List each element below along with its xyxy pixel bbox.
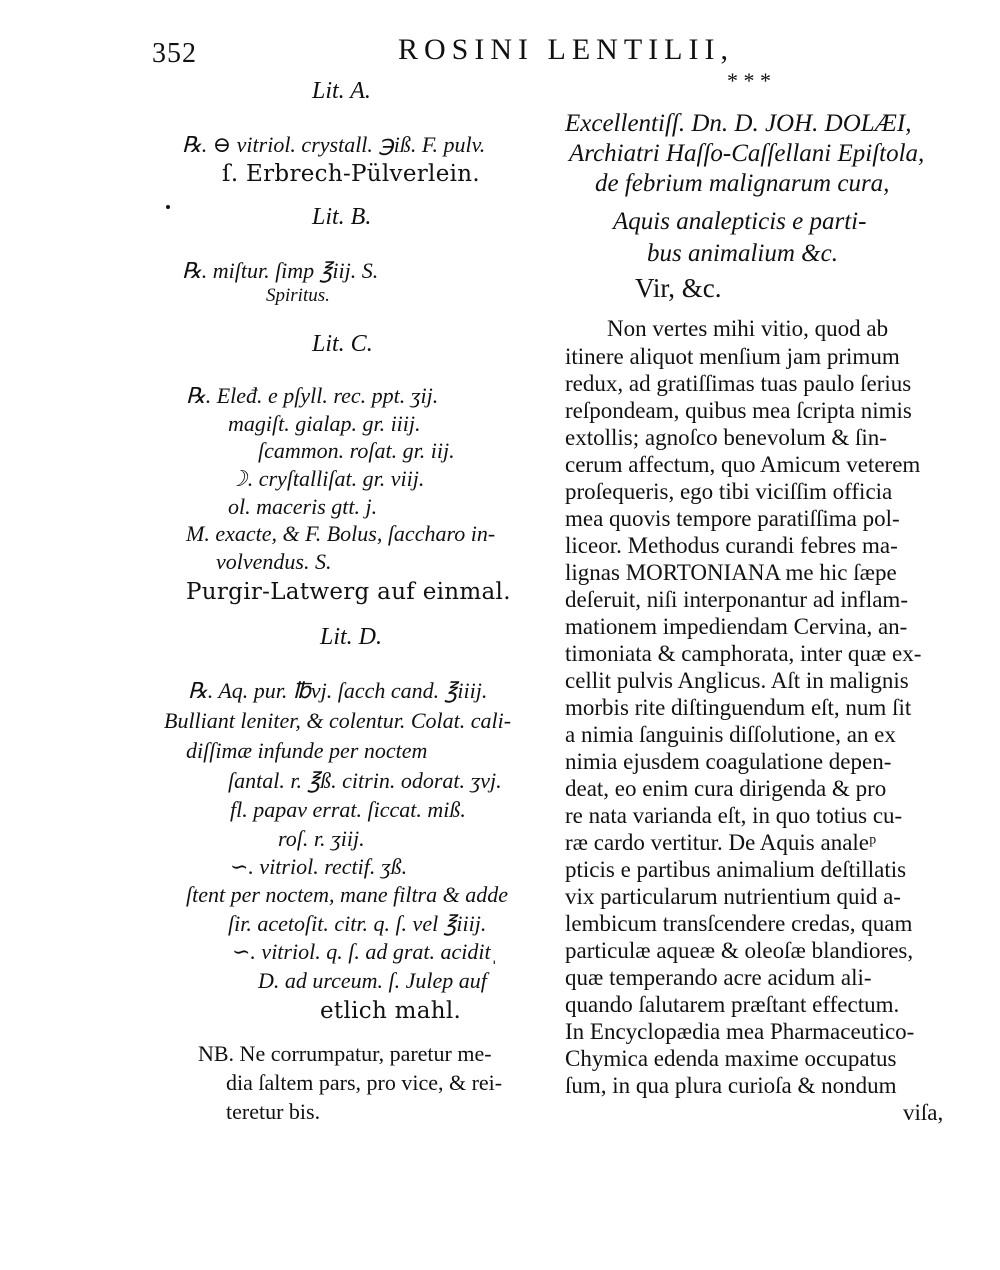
nota-bene-line: dia ſaltem pars, pro vice, & rei- <box>226 1070 503 1095</box>
letter-heading-line: Archiatri Haſſo-Caſſellani Epiſtola, <box>569 140 925 167</box>
letter-body-line: mationem impediendam Cervina, an- <box>565 614 908 639</box>
recipe-d-line: etlich mahl. <box>320 998 462 1024</box>
section-heading-c: Lit. C. <box>312 331 373 357</box>
letter-body-line: lembicum transſcendere credas, quam <box>565 911 913 936</box>
letter-heading-line: de febrium malignarum cura, <box>595 170 890 197</box>
recipe-d-line: ∽. vitriol. rectif. ʒß. <box>230 854 408 879</box>
letter-body-line: proſequeris, ego tibi viciſſim officia <box>565 479 893 504</box>
recipe-c-line: Purgir-Latwerg auf einmal. <box>186 579 511 605</box>
letter-body-line: a nimia ſanguinis diſſolutione, an ex <box>565 722 896 747</box>
section-heading-d: Lit. D. <box>320 624 383 650</box>
letter-body-line: lignas MORTONIANA me hic ſæpe <box>565 560 897 585</box>
letter-heading-line: bus animalium &c. <box>647 240 838 267</box>
recipe-c-line: ☽. cryſtalliſat. gr. viij. <box>228 466 425 491</box>
letter-body-line: quæ temperando acre acidum ali- <box>565 965 872 990</box>
letter-body-line: quando ſalutarem præſtant effectum. <box>565 992 900 1017</box>
recipe-d-line: ∽. vitriol. q. ſ. ad grat. aciditˌ <box>232 939 498 964</box>
recipe-d-line: ſantal. r. ℥ß. citrin. odorat. ʒvj. <box>228 768 502 793</box>
recipe-c-line: volvendus. S. <box>216 549 332 574</box>
letter-body-line: ſum, in qua plura curioſa & nondum <box>565 1073 897 1098</box>
recipe-d-line: fl. papav errat. ſiccat. miß. <box>230 797 466 822</box>
ink-speck <box>166 205 170 209</box>
letter-body-line: deat, eo enim cura dirigenda & pro <box>565 776 887 801</box>
recipe-a-line-1: ℞. ⊖ vitriol. crystall. ℈iß. F. pulv. <box>182 132 486 157</box>
letter-body-line: timoniata & camphorata, inter quæ ex- <box>565 641 922 666</box>
recipe-d-line: ſir. acetoſit. citr. q. ſ. vel ℥iiij. <box>228 911 487 936</box>
letter-heading-line: Excellentiſſ. Dn. D. JOH. DOLÆI, <box>565 110 912 137</box>
recipe-c-line: ol. maceris gtt. j. <box>228 494 378 519</box>
letter-body-line: cerum affectum, quo Amicum veterem <box>565 452 921 477</box>
recipe-b-line-1: ℞. miſtur. ſimp ℥iij. S. <box>182 258 379 283</box>
nota-bene-line: teretur bis. <box>226 1099 321 1124</box>
recipe-d-line: roſ. r. ʒiij. <box>278 826 365 851</box>
catchword: viſa, <box>903 1100 944 1125</box>
letter-body-line: cellit pulvis Anglicus. Aſt in malignis <box>565 668 909 693</box>
letter-body-line: particulæ aqueæ & oleoſæ blandiores, <box>565 938 914 963</box>
letter-body-line: re nata varianda eſt, in quo totius cu- <box>565 803 903 828</box>
letter-body-line: Chymica edenda maxime occupatus <box>565 1046 897 1071</box>
letter-body-line: vix particularum nutrientium quid a- <box>565 884 901 909</box>
ornament-stars: * * * <box>727 68 771 93</box>
nota-bene-line: NB. Ne corrumpatur, paretur me- <box>198 1041 492 1066</box>
section-heading-b: Lit. B. <box>312 204 372 230</box>
letter-body-line: reſpondeam, quibus mea ſcripta nimis <box>565 398 912 423</box>
letter-body-line: deſeruit, niſi interponantur ad inflam- <box>565 587 908 612</box>
recipe-d-line: Bulliant leniter, & colentur. Colat. cali- <box>164 708 512 733</box>
recipe-d-line: diſſimæ infunde per noctem <box>186 738 428 763</box>
salutation: Vir, &c. <box>635 273 722 303</box>
letter-body-line: redux, ad gratiſſimas tuas paulo ſerius <box>565 371 912 396</box>
letter-body-line: pticis e partibus animalium deſtillatis <box>565 857 907 882</box>
letter-body-line: itinere aliquot menſium jam primum <box>565 344 900 369</box>
letter-heading-line: Aquis analepticis e parti- <box>613 208 867 235</box>
letter-body-line: liceor. Methodus curandi febres ma- <box>565 533 898 558</box>
recipe-a-line-2: ſ. Erbrech-Pülverlein. <box>222 161 481 187</box>
recipe-d-line: D. ad urceum. ſ. Julep auf <box>258 968 487 993</box>
page-number: 352 <box>152 38 197 69</box>
letter-body-line: morbis rite diſtinguendum eſt, num ſit <box>565 695 912 720</box>
recipe-c-line: ſcammon. roſat. gr. iij. <box>258 438 455 463</box>
recipe-d-line: ſtent per noctem, mane filtra & adde <box>186 882 508 907</box>
running-head: ROSINI LENTILII, <box>398 33 734 66</box>
section-heading-a: Lit. A. <box>312 78 371 104</box>
letter-body-line: Non vertes mihi vitio, quod ab <box>607 316 889 341</box>
letter-body-line: In Encyclopædia mea Pharmaceutico- <box>565 1019 915 1044</box>
letter-body-line: ræ cardo vertitur. De Aquis analeᵖ <box>565 830 877 855</box>
recipe-c-line: magiſt. gialap. gr. iiij. <box>228 411 421 436</box>
letter-body-line: mea quovis tempore paratiſſima pol- <box>565 506 900 531</box>
recipe-c-line: ℞. Eleđ. e pſyll. rec. ppt. ʒij. <box>186 383 439 408</box>
recipe-d-line: ℞. Aq. pur. ℔vj. ſacch cand. ℥iiij. <box>188 678 488 703</box>
recipe-c-line: M. exacte, & F. Bolus, ſaccharo in- <box>186 521 496 546</box>
letter-body-line: nimia ejusdem coagulatione depen- <box>565 749 892 774</box>
letter-body-line: extollis; agnoſco benevolum & ſin- <box>565 425 887 450</box>
recipe-b-line-2: Spiritus. <box>266 285 330 306</box>
